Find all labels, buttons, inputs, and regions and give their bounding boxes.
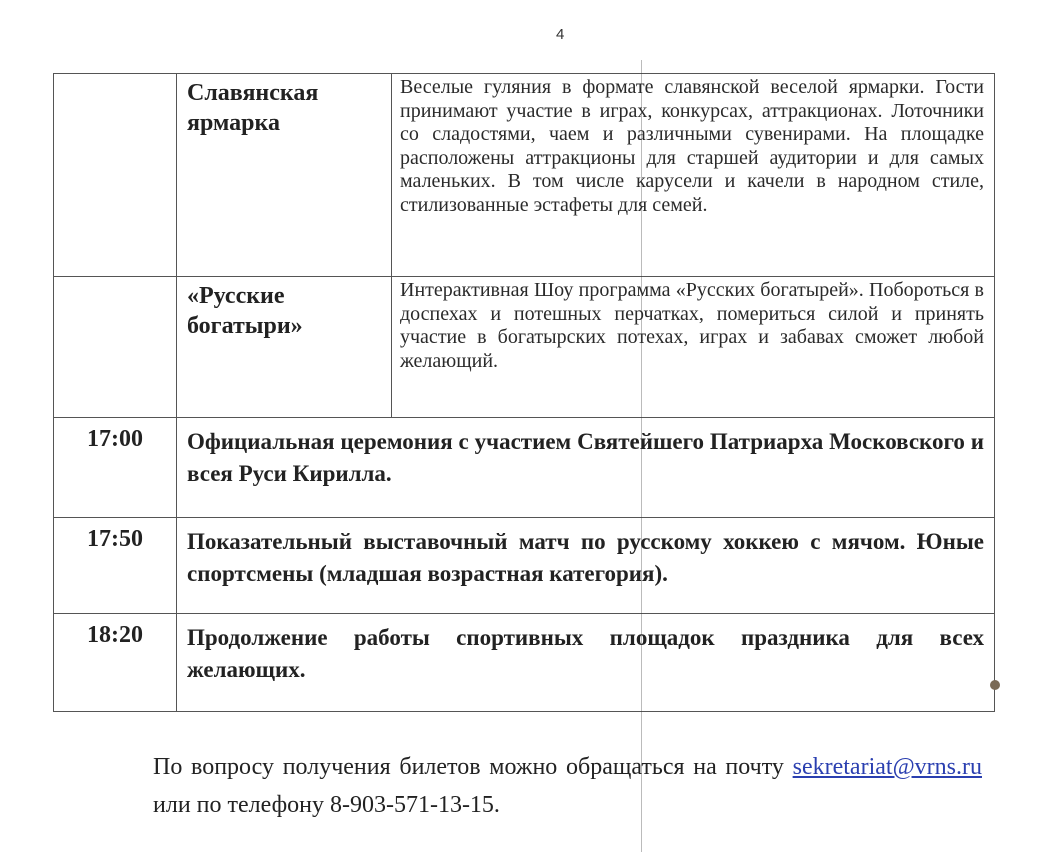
event-description-cell xyxy=(392,277,995,418)
schedule-table xyxy=(53,73,995,712)
table-row xyxy=(54,277,995,418)
page-number: 4 xyxy=(556,26,565,43)
event-name: «Русские богатыри» xyxy=(187,283,303,339)
time-cell: 17:00 xyxy=(54,418,177,518)
table-row xyxy=(54,74,995,277)
time-cell xyxy=(54,74,177,277)
contact-paragraph: По вопросу получения билетов можно обращаться на почту sekretariat@vrns.ru или по телефону 8-903-571-13-15. xyxy=(153,754,982,818)
event-text: Продолжение работы спортивных площадок праздника для всех желающих. xyxy=(187,625,984,682)
event-cell xyxy=(177,518,995,614)
time-cell: 17:50 xyxy=(54,518,177,614)
event-name-cell xyxy=(177,74,392,277)
email-link[interactable]: sekretariat@vrns.ru xyxy=(792,754,982,780)
table-row xyxy=(54,418,995,518)
page-fold-line xyxy=(641,60,642,852)
time-cell xyxy=(54,277,177,418)
table-row xyxy=(54,518,995,614)
event-name: Славянская ярмарка xyxy=(187,80,319,136)
event-cell xyxy=(177,614,995,712)
event-description-cell xyxy=(392,74,995,277)
event-description: Интерактивная Шоу программа «Русских богатырей». Побороться в доспехах и потешных перчатках, помериться силой и принять участие в богатырских потехах, играх и забавах сможет любой желающий. xyxy=(400,279,984,372)
event-description: Веселые гуляния в формате славянской веселой ярмарки. Гости принимают участие в играх, конкурсах, аттракционах. Лоточники со сладостями, чаем и различными сувенирами. На площадке расположены аттракционы для старшей аудитории и для самых маленьких. В том числе карусели и качели в народном стиле, стилизованные эстафеты для семей. xyxy=(400,76,984,216)
table-row xyxy=(54,614,995,712)
event-cell xyxy=(177,418,995,518)
event-text: Показательный выставочный матч по русскому хоккею с мячом. Юные спортсмены (младшая возрастная категория). xyxy=(187,529,984,586)
event-name-cell xyxy=(177,277,392,418)
ink-spot xyxy=(990,680,1000,690)
time-cell: 18:20 xyxy=(54,614,177,712)
event-text: Официальная церемония с участием Святейшего Патриарха Московского и всея Руси Кирилла. xyxy=(187,429,984,486)
